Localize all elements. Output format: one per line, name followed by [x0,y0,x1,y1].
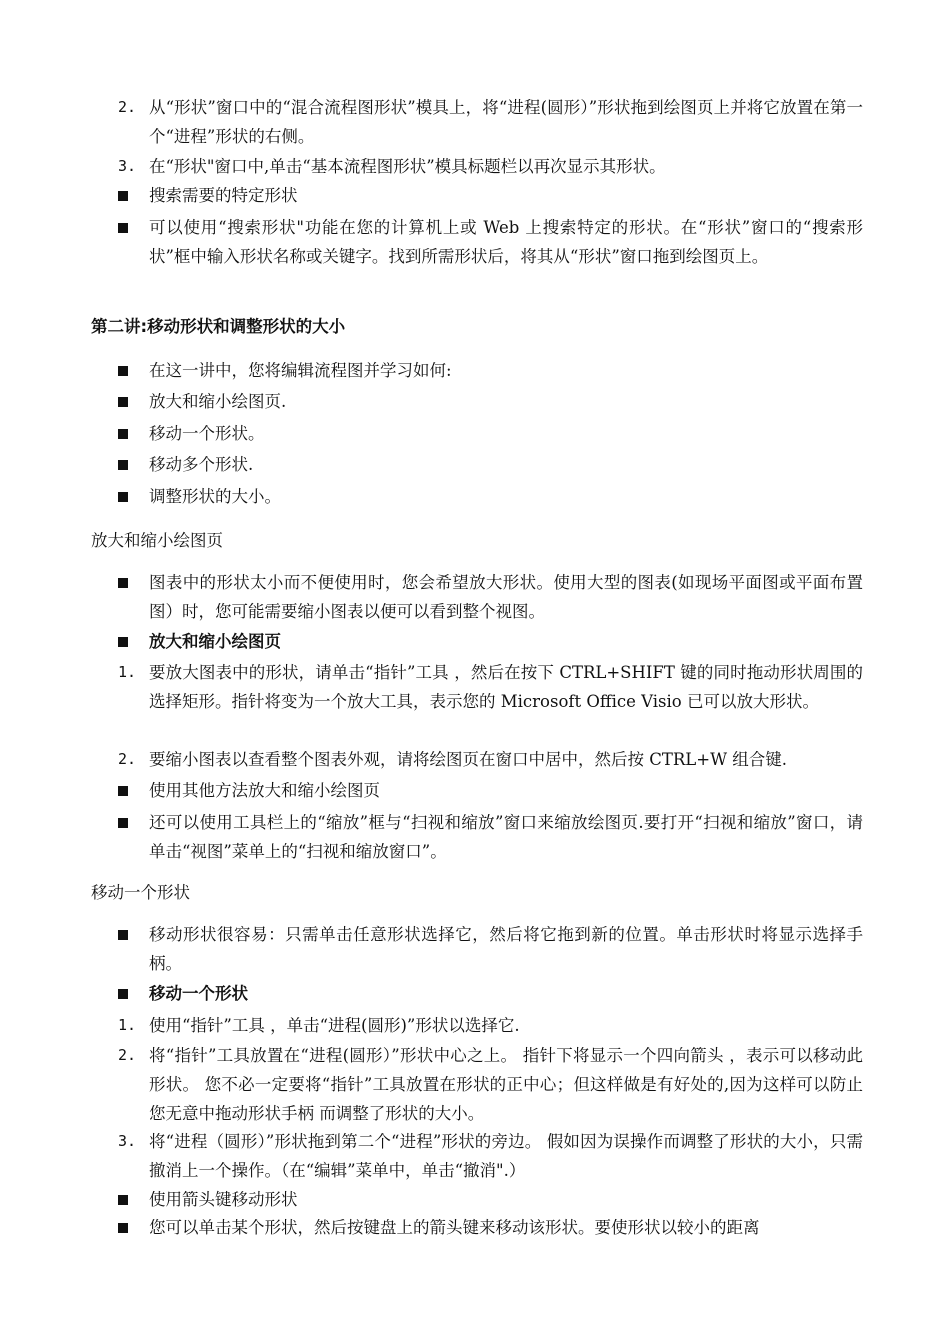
item-text: 在这一讲中，您将编辑流程图并学习如何: [149,361,452,380]
bullet-square-icon [118,213,146,242]
bullet-item [118,776,863,805]
item-text: 图表中的形状太小而不便使用时，您会希望放大形状。使用大型的图表(如现场平面图或平面布置图）时，您可能需要缩小图表以便可以看到整个视图。 [149,573,863,621]
item-text: 还可以使用工具栏上的“缩放”框与“扫视和缩放”窗口来缩放绘图页.要打开“扫视和缩放”窗口，请单击“视图”菜单上的“扫视和缩放窗口”。 [149,813,863,861]
bullet-square-icon [118,920,146,949]
bullet-square-icon [118,419,146,448]
numbered-item [118,1011,863,1040]
bullet-square-icon [118,450,146,479]
numbered-item [118,1041,863,1128]
bullet-square-icon [118,979,146,1008]
bullet-item [118,482,863,511]
bullet-square-icon [118,568,146,597]
item-text: 移动形状很容易：只需单击任意形状选择它，然后将它拖到新的位置。单击形状时将显示选择手柄。 [149,925,863,973]
bullet-item [118,450,863,479]
bullet-item [118,1185,863,1214]
square-bullet-icon [118,930,128,940]
bullet-item [118,419,863,448]
item-text: 搜索需要的特定形状 [149,186,298,205]
bullet-item [118,920,863,978]
square-bullet-icon [118,460,128,470]
bullet-square-icon [118,482,146,511]
bullet-square-icon [118,1185,146,1214]
item-text: 在“形状"窗口中,单击“基本流程图形状”模具标题栏以再次显示其形状。 [149,157,666,176]
bullet-square-icon [118,627,146,656]
square-bullet-icon [118,818,128,828]
bullet-item [118,627,863,656]
square-bullet-icon [118,637,128,647]
square-bullet-icon [118,397,128,407]
item-text: 移动多个形状. [149,455,254,474]
item-text: 调整形状的大小。 [149,487,281,506]
bullet-square-icon [118,181,146,210]
bullet-item [118,356,863,385]
bullet-item [118,387,863,416]
item-text: 要缩小图表以查看整个图表外观，请将绘图页在窗口中居中，然后按 CTRL+W 组合键. [149,750,788,769]
item-text: 将“进程（圆形）”形状拖到第二个“进程”形状的旁边。 假如因为误操作而调整了形状的大小，只需撤消上一个操作。（在“编辑”菜单中，单击“撤消".） [149,1132,863,1180]
square-bullet-icon [118,1223,128,1233]
bullet-item [118,213,863,271]
bullet-square-icon [118,1213,146,1242]
item-text: 使用其他方法放大和缩小绘图页 [149,781,380,800]
item-text: 移动一个形状 [149,984,248,1003]
square-bullet-icon [118,191,128,201]
bullet-item [118,1213,863,1242]
item-text: 要放大图表中的形状，请单击“指针”工具 ，然后在按下 CTRL+SHIFT 键的同时拖动形状周围的选择矩形。指针将变为一个放大工具，表示您的 Microsoft Office Visio 已可以放大形状。 [149,663,863,711]
list-number: 2. [118,98,137,116]
item-text: 放大和缩小绘图页 [149,632,281,651]
bullet-square-icon [118,387,146,416]
list-number: 1. [118,1016,137,1034]
section-heading: 移动一个形状 [91,883,190,902]
numbered-item [118,658,863,716]
square-bullet-icon [118,492,128,502]
item-text: 从“形状”窗口中的“混合流程图形状”模具上，将“进程(圆形）”形状拖到绘图页上并将它放置在第一个“进程”形状的右侧。 [149,98,863,146]
list-number: 1. [118,663,137,681]
square-bullet-icon [118,578,128,588]
list-number: 3. [118,157,137,175]
bullet-square-icon [118,356,146,385]
list-number: 3. [118,1132,137,1150]
item-text: 使用箭头键移动形状 [149,1190,298,1209]
square-bullet-icon [118,786,128,796]
numbered-item [118,1127,863,1185]
square-bullet-icon [118,223,128,233]
square-bullet-icon [118,989,128,999]
section-heading: 放大和缩小绘图页 [91,531,223,550]
item-text: 使用“指针”工具 ，单击“进程(圆形)”形状以选择它. [149,1016,520,1035]
section-heading: 第二讲:移动形状和调整形状的大小 [91,317,346,336]
bullet-item [118,979,863,1008]
bullet-item [118,181,863,210]
bullet-square-icon [118,808,146,837]
item-text: 您可以单击某个形状，然后按键盘上的箭头键来移动该形状。要使形状以较小的距离 [149,1218,760,1237]
square-bullet-icon [118,429,128,439]
bullet-square-icon [118,776,146,805]
square-bullet-icon [118,1195,128,1205]
square-bullet-icon [118,366,128,376]
numbered-item [118,745,863,774]
list-number: 2. [118,750,137,768]
item-text: 移动一个形状。 [149,424,265,443]
numbered-item [118,93,863,151]
list-number: 2. [118,1046,137,1064]
bullet-item [118,808,863,866]
item-text: 放大和缩小绘图页. [149,392,287,411]
item-text: 将“指针”工具放置在“进程(圆形）”形状中心之上。 指针下将显示一个四向箭头 ，表示可以移动此形状。 您不必一定要将“指针”工具放置在形状的正中心；但这样做是有好处的,因为这样可以防止您无意中拖动形状手柄 而调整了形状的大小。 [149,1046,863,1123]
numbered-item [118,152,863,181]
bullet-item [118,568,863,626]
item-text: 可以使用“搜索形状"功能在您的计算机上或 Web 上搜索特定的形状。在“形状”窗口的“搜索形状”框中输入形状名称或关键字。找到所需形状后，将其从“形状”窗口拖到绘图页上。 [149,218,863,266]
